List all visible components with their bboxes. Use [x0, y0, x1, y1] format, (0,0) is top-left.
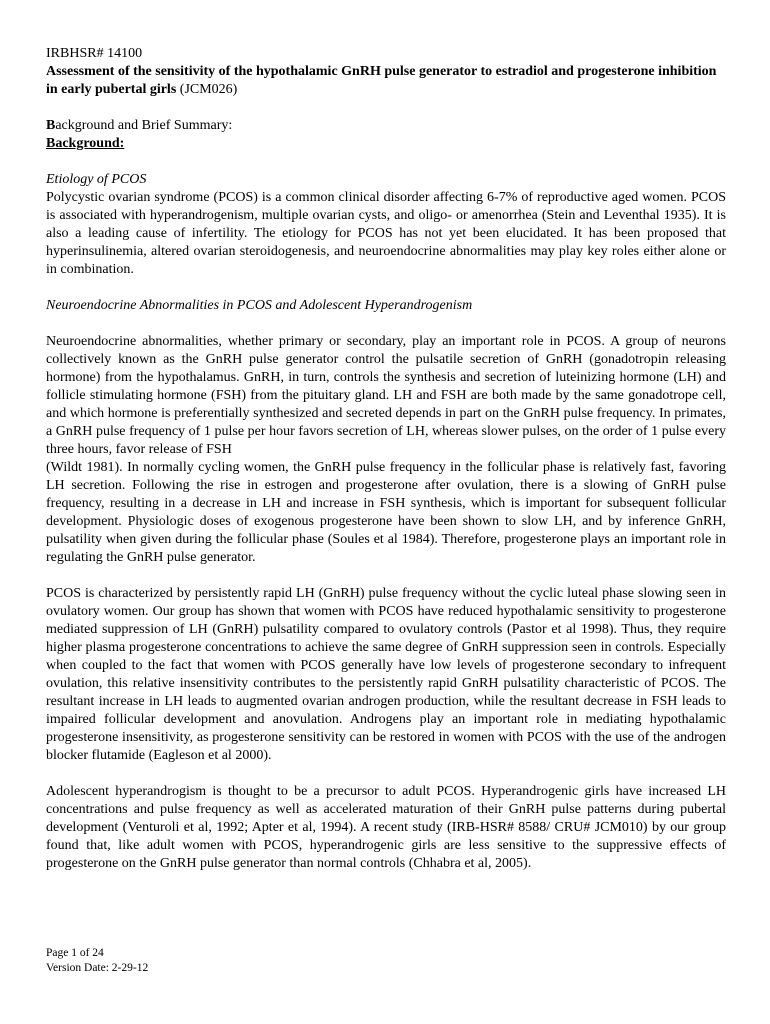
page-footer [46, 946, 148, 976]
background-summary-label [46, 117, 726, 135]
pcos-paragraph: PCOS is characterized by persistently rapid LH (GnRH) pulse frequency without the cyclic luteal phase slowing seen in ovulatory women. Our group has shown that women with PCOS have reduced hypothalamic sensitivity to progesterone mediated suppression of LH (GnRH) pulsatility compared to ovulatory controls (Pastor et al 1998). Thus, they require higher plasma progesterone concentrations to achieve the same degree of GnRH suppression seen in controls. Especially when coupled to the fact that women with PCOS generally have low levels of progesterone secondary to infrequent ovulation, this relative insensitivity contributes to the persistently rapid GnRH pulsatility characteristic of PCOS. The resultant increase in LH leads to augmented ovarian androgen production, while the resultant decrease in FSH leads to impaired follicular development and anovulation. Androgens play an important role in mediating hypothalamic progesterone insensitivity, as progesterone sensitivity can be restored in women with PCOS with the use of the androgen blocker flutamide (Eagleson et al 2000). [46, 586, 726, 763]
page-number: Page 1 of 24 [46, 947, 104, 959]
document-body [46, 45, 726, 873]
title-code: (JCM026) [176, 82, 238, 97]
version-date: Version Date: 2-29-12 [46, 962, 149, 974]
background-summary-initial: B [46, 118, 56, 133]
background-summary-rest: ackground and Brief Summary: [55, 118, 233, 133]
background-heading: Background: [46, 136, 125, 151]
adolescent-paragraph: Adolescent hyperandrogism is thought to be a precursor to adult PCOS. Hyperandrogenic girls have increased LH concentrations and pulse frequency as well as accelerated maturation of their GnRH pulse patterns during pubertal development (Venturoli et al, 1992; Apter et al, 1994). A recent study (IRB-HSR# 8588/ CRU# JCM010) by our group found that, like adult women with PCOS, hyperandrogenic girls are less sensitive to the suppressive effects of progesterone on the GnRH pulse generator than normal controls (Chhabra et al, 2005). [46, 784, 726, 871]
etiology-paragraph: Polycystic ovarian syndrome (PCOS) is a common clinical disorder affecting 6-7% of reproductive aged women. PCOS is associated with hyperandrogenism, multiple ovarian cysts, and oligo- or amenorrhea (Stein and Leventhal 1935). It is also a leading cause of infertility. The etiology for PCOS has not yet been elucidated. It has been proposed that hyperinsulinemia, altered ovarian steroidogenesis, and neuroendocrine abnormalities may play key roles either alone or in combination. [46, 190, 726, 277]
irb-number: IRBHSR# 14100 [46, 46, 143, 61]
neuro-paragraph-1: Neuroendocrine abnormalities, whether primary or secondary, play an important role in PCOS. A group of neurons collectively known as the GnRH pulse generator control the pulsatile secretion of GnRH (gonadotropin releasing hormone) from the hypothalamus. GnRH, in turn, controls the synthesis and secretion of luteinizing hormone (LH) and follicle stimulating hormone (FSH) from the pituitary gland. LH and FSH are both made by the same gonadotrope cell, and which hormone is preferentially synthesized and secreted depends in part on the GnRH pulse frequency. In primates, a GnRH pulse frequency of 1 pulse per hour favors secretion of LH, whereas slower pulses, on the order of 1 pulse every three hours, favor release of FSH [46, 334, 726, 457]
etiology-title: Etiology of PCOS [46, 172, 147, 187]
neuro-title: Neuroendocrine Abnormalities in PCOS and Adolescent Hyperandrogenism [46, 298, 473, 313]
document-title [46, 63, 726, 99]
title-text: Assessment of the sensitivity of the hypothalamic GnRH pulse generator to estradiol and progesterone inhibition in early pubertal girls [46, 64, 717, 97]
neuro-paragraph-1b: (Wildt 1981). In normally cycling women, the GnRH pulse frequency in the follicular phase is relatively fast, favoring LH secretion. Following the rise in estrogen and progesterone after ovulation, there is a slowing of GnRH pulse frequency, resulting in a decrease in LH and increase in FSH synthesis, which is important for subsequent follicular development. Physiologic doses of exogenous progesterone have been shown to slow LH, and by inference GnRH, pulsatility when given during the follicular phase (Soules et al 1984). Therefore, progesterone plays an important role in regulating the GnRH pulse generator. [46, 460, 726, 565]
